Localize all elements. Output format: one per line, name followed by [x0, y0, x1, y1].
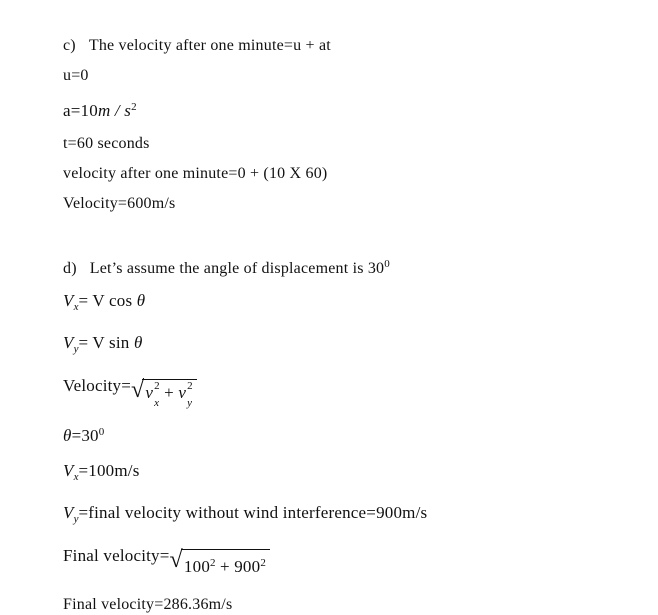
scripted-variable	[178, 380, 193, 409]
text-run: The velocity after one minute=u + at	[88, 37, 331, 54]
subscript: y	[73, 343, 79, 355]
subscript: y	[73, 513, 79, 525]
line-t-value	[63, 134, 648, 154]
superscript: 0	[98, 426, 105, 438]
line-final-velocity-result	[63, 595, 648, 615]
line-a-value	[63, 96, 648, 122]
line-vx-formula	[63, 289, 648, 319]
text-run: a=10	[63, 101, 98, 120]
italic-text-run: θ	[63, 426, 72, 445]
text-run: = V sin	[78, 333, 134, 352]
italic-text-run: V	[63, 291, 74, 310]
radical-expression	[131, 377, 197, 409]
superscript: 2	[154, 380, 160, 392]
line-velocity-formula	[63, 373, 648, 409]
text-run: t=60 seconds	[63, 135, 150, 152]
text-run: u=0	[63, 67, 89, 84]
line-vy-formula	[63, 331, 648, 361]
math-variable: v	[145, 383, 154, 402]
text-run: +	[159, 383, 179, 402]
text-run: Velocity=600m/s	[63, 195, 176, 212]
italic-text-run: θ	[136, 291, 146, 310]
italic-text-run: V	[63, 461, 74, 480]
italic-text-run: V	[63, 503, 74, 522]
italic-text-run: θ	[133, 333, 143, 352]
text-run: Final velocity=	[63, 546, 170, 565]
list-item-marker: c)	[63, 37, 76, 54]
list-item-marker: d)	[63, 260, 77, 277]
superscript: 2	[260, 557, 266, 569]
line-vy-value	[63, 501, 648, 531]
text-run: 100	[183, 557, 211, 576]
line-velocity-calc	[63, 164, 648, 184]
radicand	[181, 549, 270, 577]
text-run: + 900	[215, 557, 261, 576]
subscript: x	[154, 397, 160, 409]
text-run: Let’s assume the angle of displacement is	[89, 260, 368, 277]
text-run: Final velocity=286.36m/s	[63, 596, 233, 613]
line-theta-value	[63, 421, 648, 447]
sqrt-symbol: √	[131, 377, 145, 403]
line-blank	[63, 224, 648, 244]
scripts-stack	[187, 381, 193, 408]
radicand	[142, 379, 196, 409]
italic-text-run: V	[63, 333, 74, 352]
text-run: =100m/s	[78, 461, 140, 480]
line-d-heading	[63, 254, 648, 279]
superscript: 2	[131, 101, 137, 113]
line-c-heading	[63, 36, 648, 56]
radical-expression	[170, 549, 270, 577]
text-run: = V cos	[78, 291, 137, 310]
superscript: 2	[187, 380, 193, 392]
text-run: Velocity=	[63, 376, 132, 395]
superscript: 0	[384, 258, 390, 270]
italic-text-run: m / s	[97, 101, 132, 120]
line-u-value	[63, 66, 648, 86]
text-run: =30	[71, 426, 99, 445]
subscript: x	[73, 471, 79, 483]
text-run: velocity after one minute=0 + (10 X 60)	[63, 165, 328, 182]
line-final-velocity-formula	[63, 543, 648, 577]
text-run: =final velocity without wind interference=900m/s	[78, 503, 428, 522]
superscript: 2	[210, 557, 216, 569]
line-velocity-result	[63, 194, 648, 214]
math-variable: v	[178, 383, 187, 402]
subscript: y	[187, 397, 192, 409]
sqrt-symbol: √	[169, 547, 183, 573]
line-vx-value	[63, 459, 648, 489]
document-text	[63, 36, 648, 615]
text-run: 30	[367, 260, 385, 277]
scripted-variable	[145, 380, 160, 409]
subscript: x	[73, 301, 79, 313]
